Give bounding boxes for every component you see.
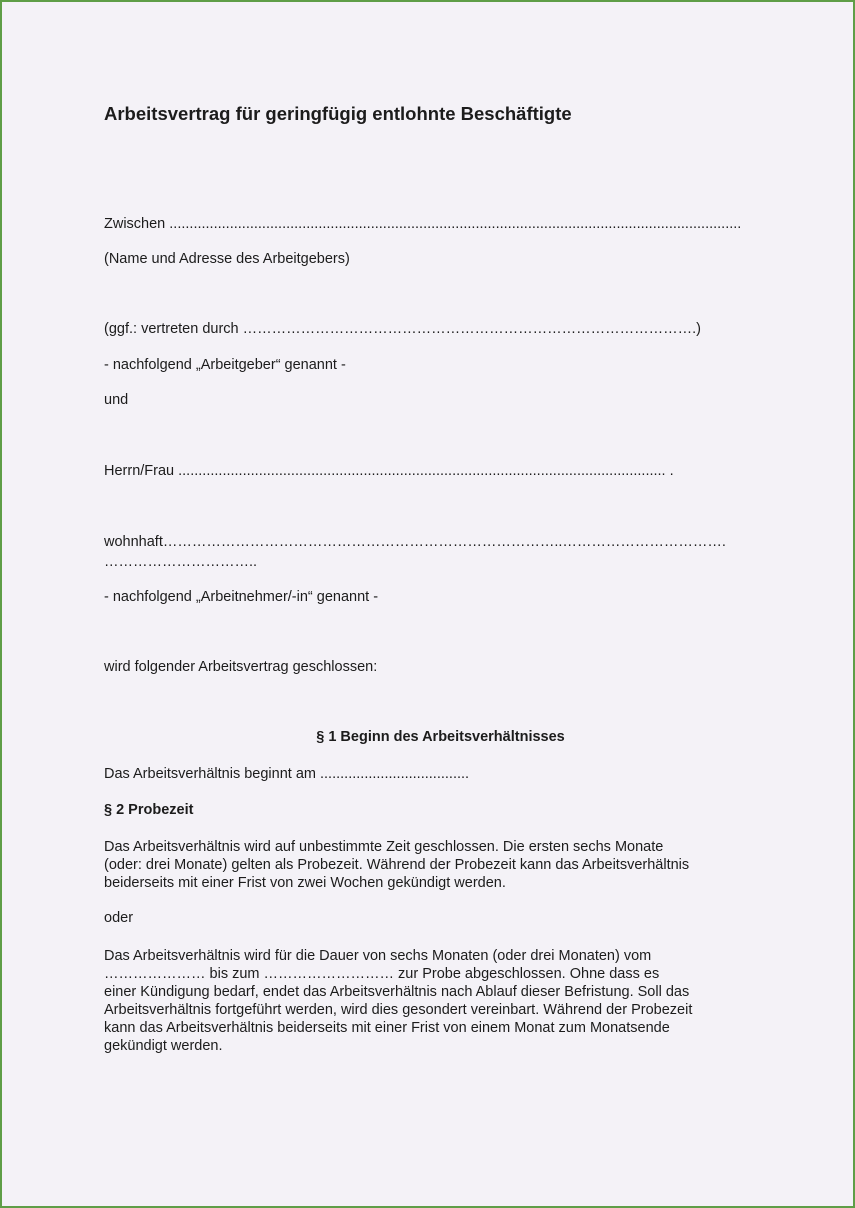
contract-concluded-text: wird folgender Arbeitsvertrag geschlossen: bbox=[104, 659, 378, 675]
section-2-paragraph-1 bbox=[104, 838, 754, 892]
paragraph-line: gekündigt werden. bbox=[104, 1038, 223, 1054]
section-1-text: Das Arbeitsverhältnis beginnt am ..................................... bbox=[104, 766, 470, 782]
paragraph-line: Das Arbeitsverhältnis wird für die Dauer von sechs Monaten (oder drei Monaten) vom bbox=[104, 948, 652, 964]
document-title: Arbeitsvertrag für geringfügig entlohnte Beschäftigte bbox=[104, 103, 572, 124]
paragraph-line: beiderseits mit einer Frist von zwei Wochen gekündigt werden. bbox=[104, 875, 506, 891]
employee-designation: - nachfolgend „Arbeitnehmer/-in“ genannt - bbox=[104, 589, 379, 605]
and-text: und bbox=[104, 392, 129, 408]
section-2-heading: § 2 Probezeit bbox=[104, 802, 194, 818]
residence-line-continued: ………………………….. bbox=[104, 554, 258, 570]
or-text: oder bbox=[104, 910, 134, 926]
paragraph-line: kann das Arbeitsverhältnis beiderseits mit einer Frist von einem Monat zum Monatsende bbox=[104, 1020, 670, 1036]
paragraph-line: Arbeitsverhältnis fortgeführt werden, wird dies gesondert vereinbart. Während der Probezeit bbox=[104, 1002, 693, 1018]
section-1-heading: § 1 Beginn des Arbeitsverhältnisses bbox=[316, 729, 565, 745]
employer-line: Zwischen .............................................................................................................................................. bbox=[104, 216, 742, 232]
paragraph-line: einer Kündigung bedarf, endet das Arbeitsverhältnis nach Ablauf dieser Befristung. Soll das bbox=[104, 984, 690, 1000]
employer-designation: - nachfolgend „Arbeitgeber“ genannt - bbox=[104, 357, 346, 373]
employer-name-hint: (Name und Adresse des Arbeitgebers) bbox=[104, 251, 350, 267]
paragraph-line: Das Arbeitsverhältnis wird auf unbestimmte Zeit geschlossen. Die ersten sechs Monate bbox=[104, 839, 664, 855]
paragraph-line: ………………… bis zum ……………………… zur Probe abgeschlossen. Ohne dass es bbox=[104, 966, 660, 982]
residence-line: wohnhaft………………………………………………………………………..……………………………. bbox=[104, 534, 726, 550]
represented-by-line: (ggf.: vertreten durch ………………………………………………………………………………….) bbox=[104, 321, 701, 337]
paragraph-line: (oder: drei Monate) gelten als Probezeit. Während der Probezeit kann das Arbeitsverhältnis bbox=[104, 857, 690, 873]
employee-name-line: Herrn/Frau ......................................................................................................................... . bbox=[104, 463, 674, 479]
section-2-paragraph-2 bbox=[104, 947, 754, 1055]
